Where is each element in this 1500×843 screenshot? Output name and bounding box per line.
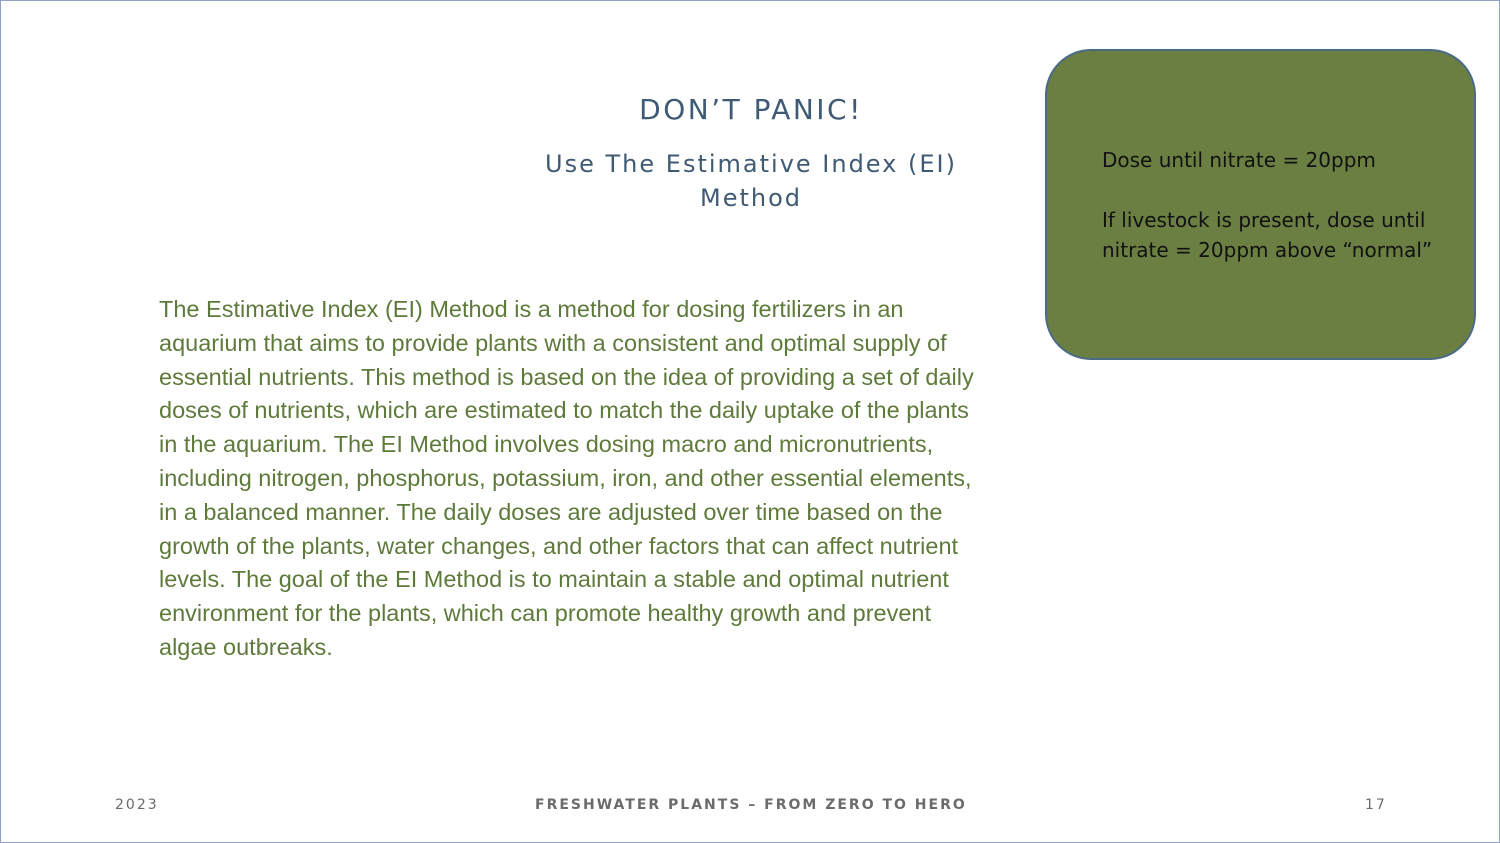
callout-spacer [1102, 175, 1434, 205]
footer-title: FRESHWATER PLANTS – FROM ZERO TO HERO [535, 797, 967, 813]
footer-year: 2023 [115, 797, 159, 813]
page-number: 17 [1365, 797, 1387, 813]
callout-box [1045, 49, 1476, 360]
callout-line-2: If livestock is present, dose until nitrate = 20ppm above “normal” [1102, 208, 1433, 262]
slide-subtitle: Use The Estimative Index (EI) Method [545, 150, 957, 212]
body-paragraph: The Estimative Index (EI) Method is a method for dosing fertilizers in an aquarium that aims to provide plants with a consistent and optimal supply of essential nutrients. This method is based on the idea of providing a set of daily doses of nutrients, which are estimated to match the daily uptake of the plants in the aquarium. The EI Method involves dosing macro and micronutrients, including nitrogen, phosphorus, potassium, iron, and other essential elements, in a balanced manner. The daily doses are adjusted over time based on the growth of the plants, water changes, and other factors that can affect nutrient levels. The goal of the EI Method is to maintain a stable and optimal nutrient environment for the plants, which can promote healthy growth and prevent algae outbreaks. [159, 296, 974, 660]
slide-title: DON’T PANIC! [639, 93, 863, 126]
callout-line-1: Dose until nitrate = 20ppm [1102, 148, 1376, 172]
